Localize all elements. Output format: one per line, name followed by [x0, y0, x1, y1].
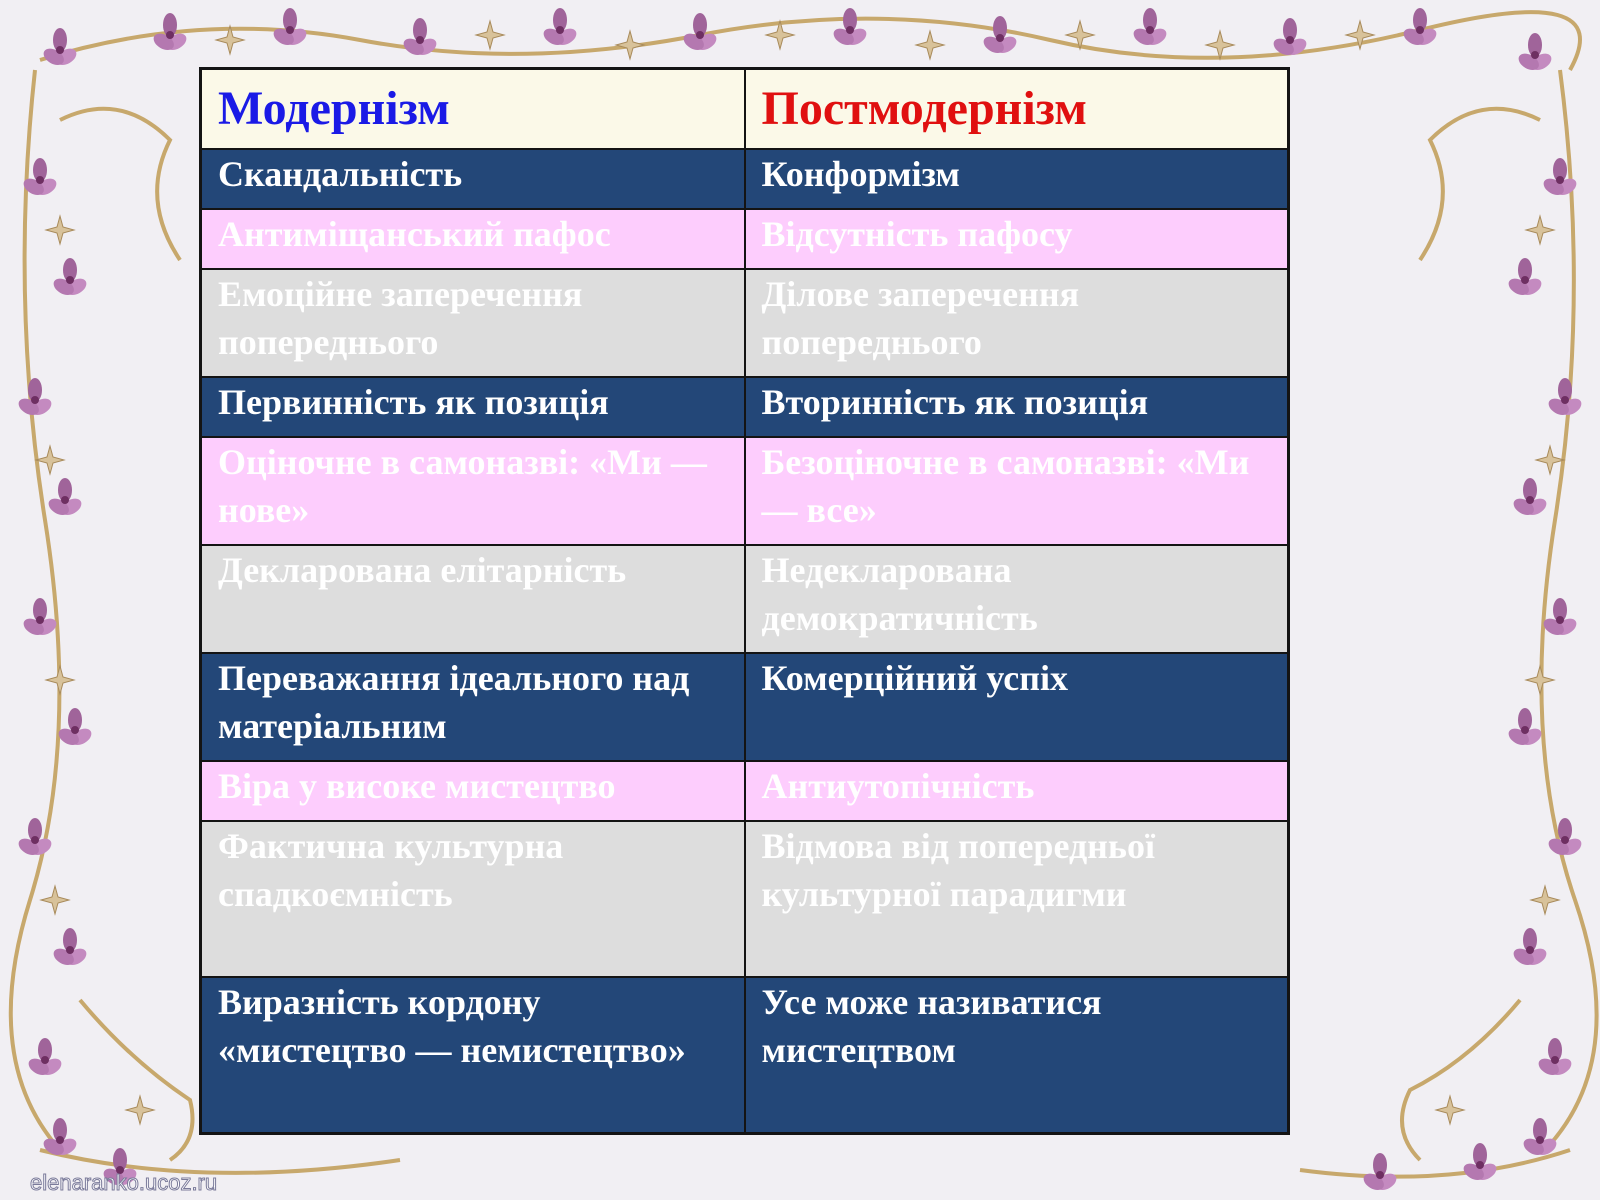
cell-postmodernism: Антиутопічність	[745, 761, 1289, 821]
cell-modernism: Скандальність	[201, 149, 745, 209]
table-row	[201, 977, 1289, 1134]
cell-modernism: Виразність кордону «мистецтво — немистецтво»	[201, 977, 745, 1134]
header-postmodernism: Постмодернізм	[745, 69, 1289, 150]
comparison-table-container	[199, 67, 1287, 1135]
cell-postmodernism: Комерційний успіх	[745, 653, 1289, 761]
table-body	[201, 149, 1289, 1134]
table-row	[201, 377, 1289, 437]
table-row	[201, 149, 1289, 209]
table-row	[201, 209, 1289, 269]
cell-postmodernism: Безоціночне в самоназві: «Ми — все»	[745, 437, 1289, 545]
cell-modernism: Фактична культурна спадкоємність	[201, 821, 745, 977]
cell-postmodernism: Усе може називатися мистецтвом	[745, 977, 1289, 1134]
cell-postmodernism: Відмова від попередньої культурної парадигми	[745, 821, 1289, 977]
cell-modernism: Первинність як позиція	[201, 377, 745, 437]
table-row	[201, 653, 1289, 761]
table-row	[201, 821, 1289, 977]
cell-modernism: Оціночне в самоназві: «Ми — нове»	[201, 437, 745, 545]
watermark-text: elenaranko.ucoz.ru	[30, 1170, 218, 1195]
cell-modernism: Емоційне заперечення попереднього	[201, 269, 745, 377]
cell-postmodernism: Відсутність пафосу	[745, 209, 1289, 269]
table-row	[201, 269, 1289, 377]
cell-modernism: Антиміщанський пафос	[201, 209, 745, 269]
cell-modernism: Віра у високе мистецтво	[201, 761, 745, 821]
cell-postmodernism: Вторинність як позиція	[745, 377, 1289, 437]
cell-modernism: Переважання ідеального над матеріальним	[201, 653, 745, 761]
table-header-row	[201, 69, 1289, 150]
cell-modernism: Декларована елітарність	[201, 545, 745, 653]
header-modernism: Модернізм	[201, 69, 745, 150]
cell-postmodernism: Недекларована демократичність	[745, 545, 1289, 653]
cell-postmodernism: Ділове заперечення попереднього	[745, 269, 1289, 377]
comparison-table	[199, 67, 1290, 1135]
table-row	[201, 761, 1289, 821]
table-row	[201, 545, 1289, 653]
table-row	[201, 437, 1289, 545]
cell-postmodernism: Конформізм	[745, 149, 1289, 209]
